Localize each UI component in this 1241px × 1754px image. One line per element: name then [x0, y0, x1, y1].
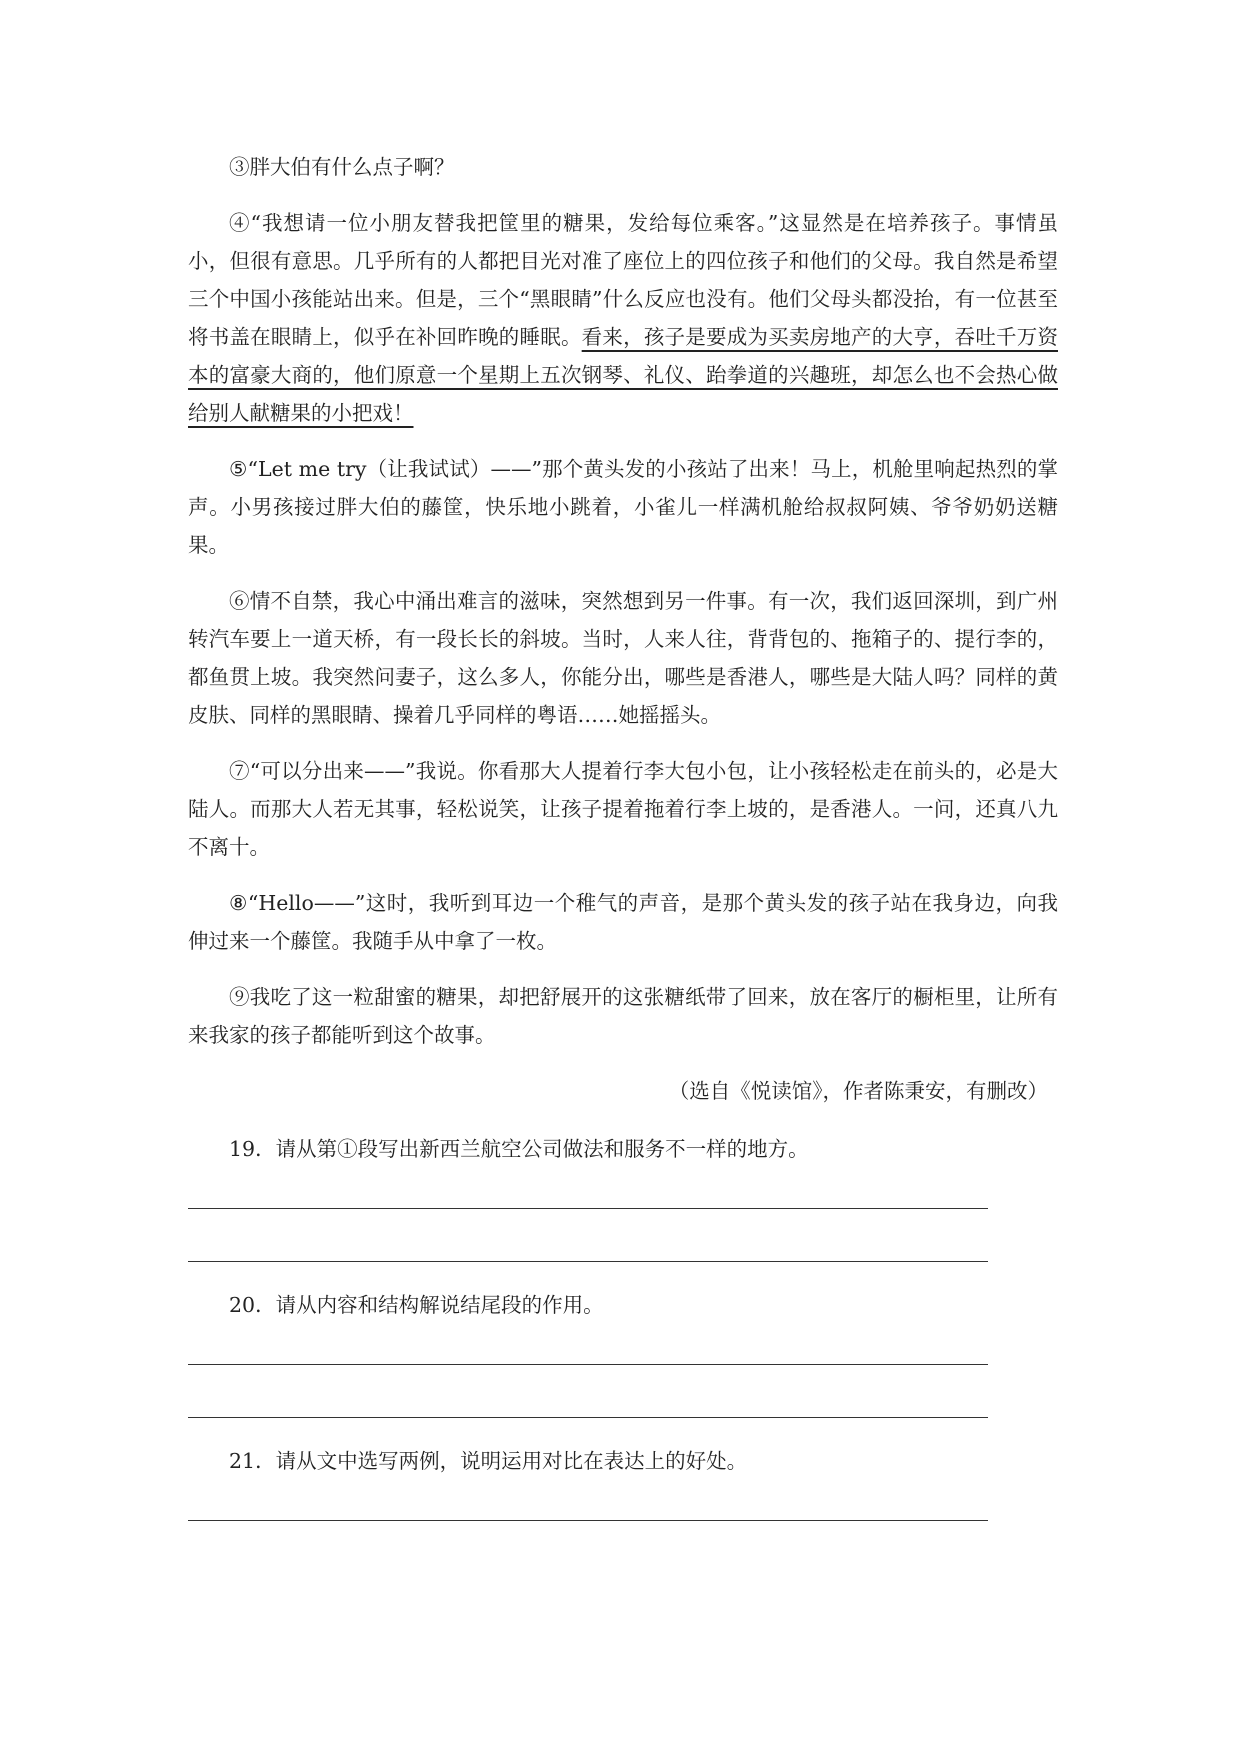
paragraph-9: ⑨我吃了这一粒甜蜜的糖果，却把舒展开的这张糖纸带了回来，放在客厅的橱柜里，让所有来我家的孩子都能听到这个故事。: [188, 985, 1058, 1047]
paragraph-4-text: ④“我想请一位小朋友替我把筐里的糖果，发给每位乘客。”这显然是在培养孩子。事情虽小，但很有意思。几乎所有的人都把目光对准了座位上的四位孩子和他们的父母。我自然是希望三个中国小孩能站出来。但是，三个“黑眼睛”什么反应也没有。他们父母头都没抬，有一位甚至将书盖在眼睛上，似乎在补回昨晚的睡眠。: [188, 211, 1058, 349]
paragraph-5: ⑤“Let me try（让我试试）——”那个黄头发的小孩站了出来！马上，机舱里响起热烈的掌声。小男孩接过胖大伯的藤筐，快乐地小跳着，小雀儿一样满机舱给叔叔阿姨、爷爷奶奶送糖果。: [188, 457, 1058, 557]
question-20: 20．请从内容和结构解说结尾段的作用。: [229, 1293, 604, 1317]
document-page: [188, 148, 1058, 1521]
source-citation: （选自《悦读馆》，作者陈秉安，有删改）: [668, 1079, 1048, 1103]
paragraph-3: ③胖大伯有什么点子啊？: [229, 155, 455, 179]
paragraph-4-underlined-text: 看来，孩子是要成为买卖房地产的大亨，吞吐千万资本的富豪大商的，他们原意一个星期上五次钢琴、礼仪、跆拳道的兴趣班，却怎么也不会热心做给别人献糖果的小把戏！: [188, 325, 1058, 425]
answer-line-21a[interactable]: [188, 1520, 988, 1521]
paragraph-8: ⑧“Hello——”这时，我听到耳边一个稚气的声音，是那个黄头发的孩子站在我身边，向我伸过来一个藤筐。我随手从中拿了一枚。: [188, 891, 1058, 953]
question-19: 19．请从第①段写出新西兰航空公司做法和服务不一样的地方。: [229, 1137, 809, 1161]
paragraph-6: ⑥情不自禁，我心中涌出难言的滋味，突然想到另一件事。有一次，我们返回深圳，到广州转汽车要上一道天桥，有一段长长的斜坡。当时，人来人往，背背包的、拖箱子的、提行李的，都鱼贯上坡。我突然问妻子，这么多人，你能分出，哪些是香港人，哪些是大陆人吗？同样的黄皮肤、同样的黑眼睛、操着几乎同样的粤语……她摇摇头。: [188, 589, 1058, 727]
paragraph-4: [188, 204, 1058, 432]
paragraph-7: ⑦“可以分出来——”我说。你看那大人提着行李大包小包，让小孩轻松走在前头的，必是大陆人。而那大人若无其事，轻松说笑，让孩子提着拖着行李上坡的，是香港人。一问，还真八九不离十。: [188, 759, 1058, 859]
question-21: 21．请从文中选写两例，说明运用对比在表达上的好处。: [229, 1449, 748, 1473]
